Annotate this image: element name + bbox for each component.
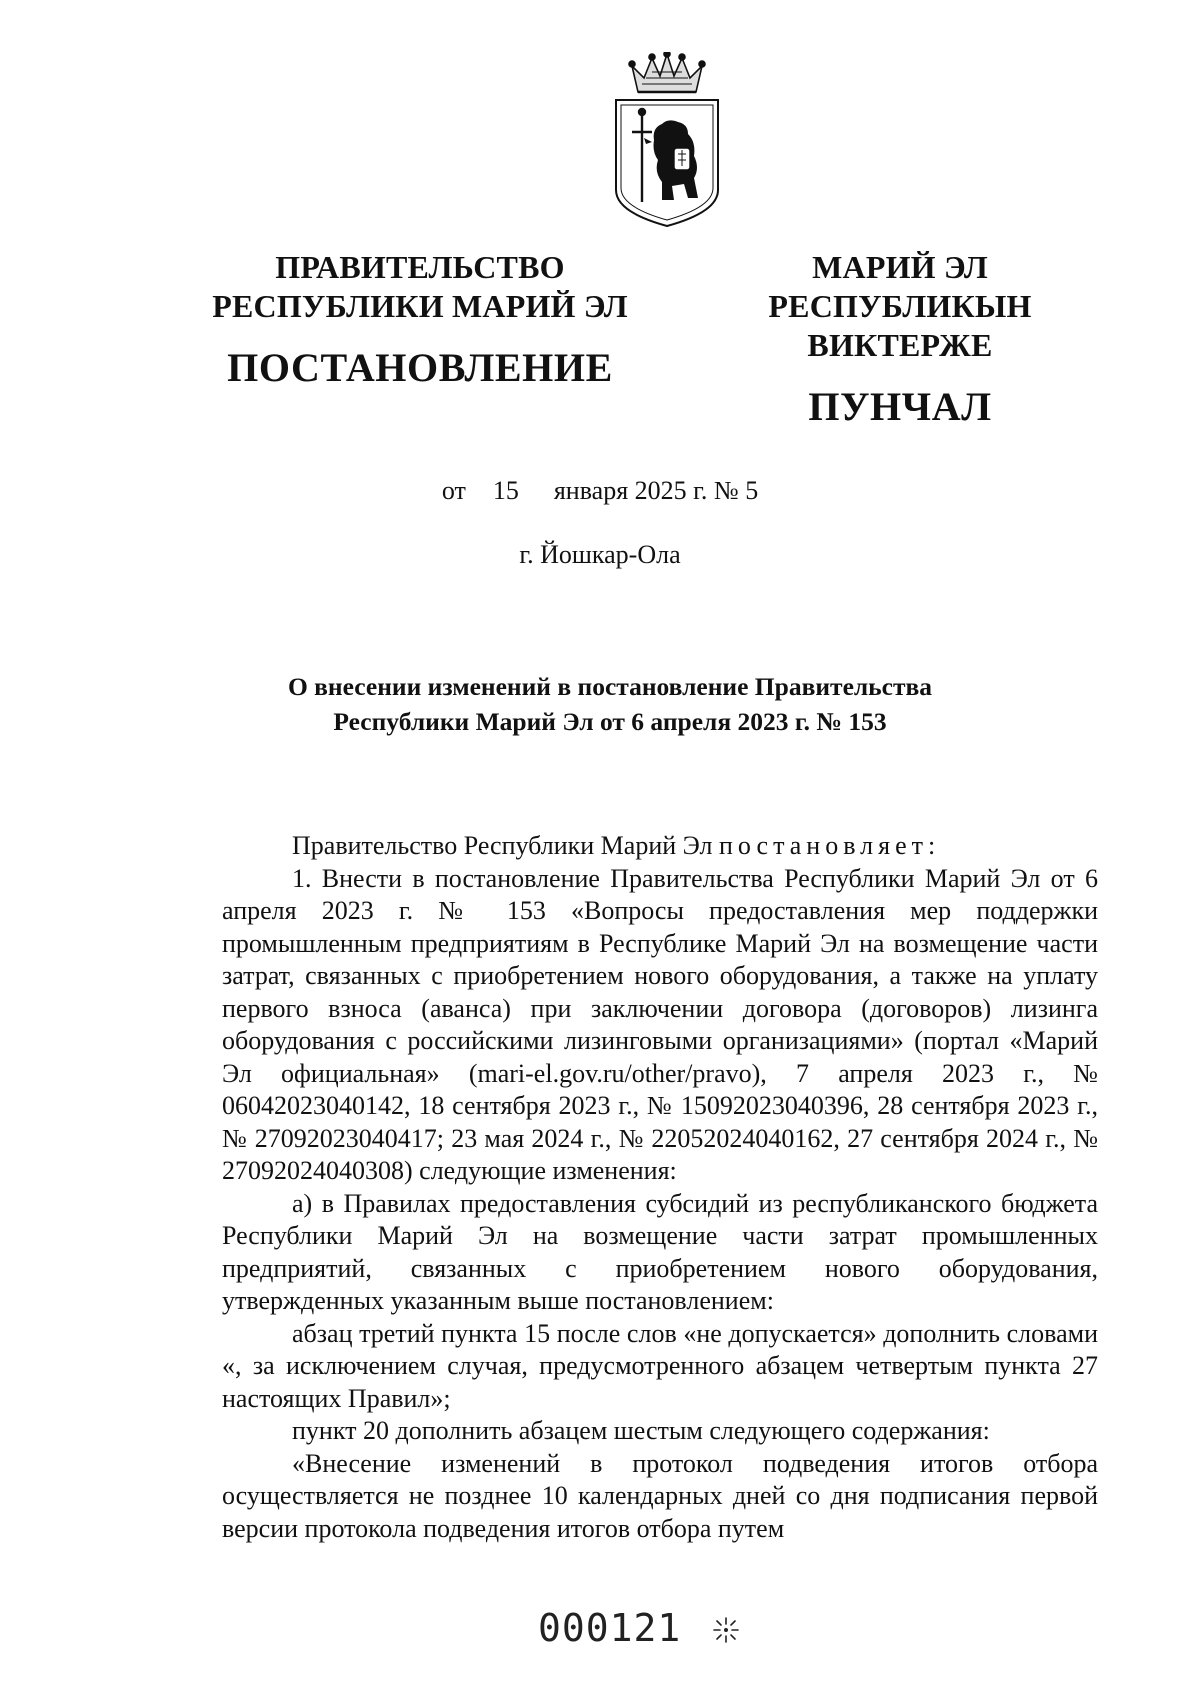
footer-serial-number: 000121	[538, 1606, 682, 1650]
document-kind-ru: ПОСТАНОВЛЕНИЕ	[227, 345, 613, 391]
header-right-block	[680, 248, 1120, 432]
intro-spaced-verb: постановляет:	[718, 831, 941, 860]
date-day: 15	[492, 476, 519, 505]
coat-of-arms-icon	[608, 52, 726, 228]
body-paragraph-3: абзац третий пункта 15 после слов «не допускается» дополнить словами «, за исключением случая, предусмотренного абзацем четвертым пункта 27 настоящих Правил»;	[222, 1318, 1098, 1413]
body-paragraph-4: пункт 20 дополнить абзацем шестым следующего содержания:	[292, 1416, 990, 1445]
body-paragraph-5: «Внесение изменений в протокол подведения итогов отбора осуществляется не позднее 10 календарных дней со дня подписания первой версии протокола подведения итогов отбора путем	[222, 1448, 1098, 1543]
document-body	[222, 830, 1098, 1545]
subject-line2: Республики Марий Эл от 6 апреля 2023 г. № 153	[333, 706, 887, 736]
intro-text: Правительство Республики Марий Эл	[292, 831, 719, 860]
document-kind-mari: ПУНЧАЛ	[808, 384, 992, 430]
document-date-line	[0, 476, 1200, 506]
body-intro	[222, 830, 1098, 863]
org-name-mari-line1: МАРИЙ ЭЛ РЕСПУБЛИКЫН	[768, 249, 1032, 325]
date-rest: января 2025 г. № 5	[553, 476, 759, 505]
body-paragraph-1: 1. Внести в постановление Правительства Республики Марий Эл от 6 апреля 2023 г. № 153 «Вопросы предоставления мер поддержки промышленным предприятиям в Республике Марий Эл на возмещение части затрат, связанных с приобретением нового оборудования, а также на уплату первого взноса (аванса) при заключении договора (договоров) лизинга оборудования с российскими лизинговыми организациями» (портал «Марий Эл официальная» (mari-el.gov.ru/other/pravo), 7 апреля 2023 г., № 06042023040142, 18 сентября 2023 г., № 15092023040396, 28 сентября 2023 г., № 27092023040417; 23 мая 2024 г., № 22052024040162, 27 сентября 2024 г., № 27092024040308) следующие изменения:	[222, 863, 1098, 1185]
date-prefix: от	[441, 476, 466, 505]
asterisk-mark-icon	[712, 1616, 740, 1644]
org-name-ru-line1: ПРАВИТЕЛЬСТВО	[275, 249, 565, 285]
org-name-ru-line2: РЕСПУБЛИКИ МАРИЙ ЭЛ	[212, 288, 628, 325]
header-left-block	[200, 248, 640, 393]
subject-line1: О внесении изменений в постановление Правительства	[287, 672, 933, 701]
org-name-mari-line2: ВИКТЕРЖЕ	[807, 327, 993, 364]
document-city: г. Йошкар-Ола	[519, 540, 681, 569]
document-subject	[180, 670, 1040, 739]
body-paragraph-2: а) в Правилах предоставления субсидий из республиканского бюджета Республики Марий Эл на возмещение части затрат промышленных предприятий, связанных с приобретением нового оборудования, утвержденных указанным выше постановлением:	[222, 1188, 1098, 1315]
